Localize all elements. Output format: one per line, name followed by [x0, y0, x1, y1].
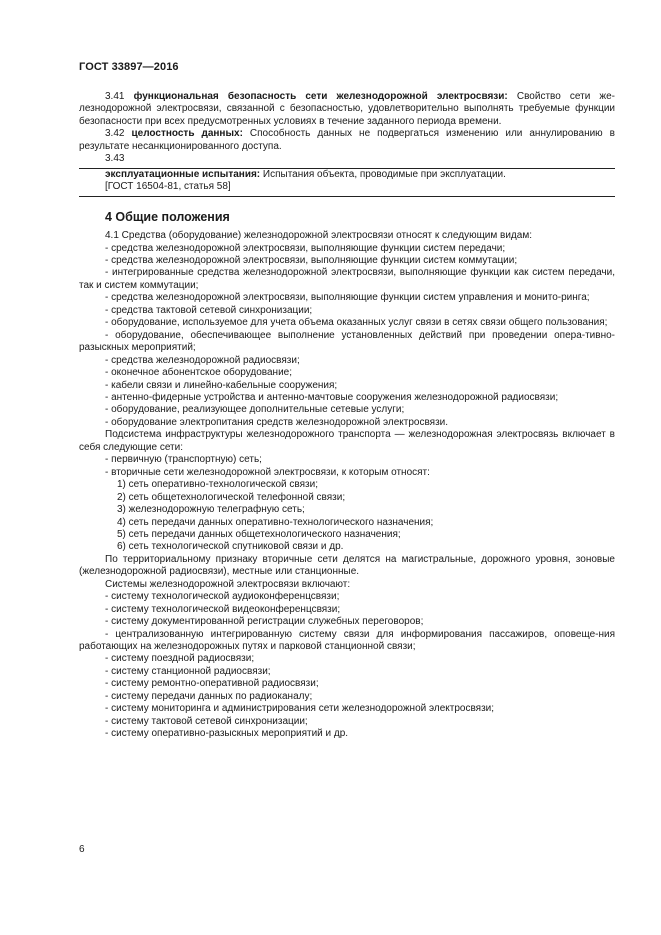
document-header: ГОСТ 33897—2016	[79, 61, 179, 73]
list-item: 1) сеть оперативно-технологической связи;	[117, 479, 318, 491]
term-name: функциональная безопасность сети железнодорожной электросвязи:	[133, 91, 508, 102]
term-definition: Свойство сети же-лезнодорожной электросвязи, связанной с безопасностью, удовлетворительно выполнять требуемые функции безопасности при всех предусмотренных условиях в течение заданного периода времени.	[79, 91, 615, 127]
list-item: - систему поездной радиосвязи;	[105, 653, 255, 665]
page-body	[79, 91, 615, 741]
list-item: - интегрированные средства железнодорожной электросвязи, выполняющие функции как систем передачи, так и систем коммутации;	[79, 267, 615, 291]
list-item: - систему документированной регистрации служебных переговоров;	[105, 616, 424, 628]
term-number: 3.42	[105, 128, 125, 140]
page-number: 6	[79, 844, 85, 855]
section-intro: 4.1 Средства (оборудование) железнодорожной электросвязи относят к следующим видам:	[105, 230, 532, 242]
list-item: - оборудование, используемое для учета объема оказанных услуг связи в сетях связи общего пользования;	[105, 317, 608, 329]
equipment-list	[79, 243, 615, 430]
list-item: - средства тактовой сетевой синхронизации;	[105, 304, 313, 316]
list-item: - централизованную интегрированную систему связи для информирования пассажиров, оповеще-ния работающих на железнодорожных путях и парковой станционной связи;	[79, 628, 615, 653]
list-item: - оконечное абонентское оборудование;	[105, 367, 292, 379]
list-item: - систему ремонтно-оперативной радиосвязи;	[105, 678, 319, 690]
network-list	[79, 454, 615, 479]
list-item: - систему станционной радиосвязи;	[105, 665, 271, 677]
term-3-43-number: 3.43	[105, 153, 125, 165]
term-3-43-line	[105, 169, 615, 181]
territorial-paragraph: По территориальному признаку вторичные сети делятся на магистральные, дорожного уровня, зоновые (железнодорожной радиосвязи), местные или станционные.	[79, 553, 615, 578]
list-item: - оборудование электропитания средств железнодорожной электросвязи.	[105, 416, 449, 428]
term-name: целостность данных:	[131, 128, 243, 140]
list-item: - кабели связи и линейно-кабельные сооружения;	[105, 379, 338, 391]
list-item: - антенно-фидерные устройства и антенно-мачтовые сооружения железнодорожной радиосвязи;	[105, 391, 559, 403]
systems-paragraph: Системы железнодорожной электросвязи включают:	[105, 578, 351, 590]
list-item: - оборудование, реализующее дополнительные сетевые услуги;	[105, 404, 405, 416]
list-item: - систему технологической видеоконференцсвязи;	[105, 603, 341, 615]
term-reference: [ГОСТ 16504-81, статья 58]	[105, 181, 231, 193]
list-item: - систему технологической аудиоконференцсвязи;	[105, 591, 340, 603]
term-definition: Способность данных не подвергаться изменению или аннулированию в результате несанкционированного доступа.	[79, 128, 615, 152]
list-item: 5) сеть передачи данных общетехнологического назначения;	[117, 528, 401, 540]
list-item: - первичную (транспортную) сеть;	[105, 454, 262, 466]
section-title: 4 Общие положения	[105, 209, 230, 224]
term-definition: Испытания объекта, проводимые при эксплуатации.	[262, 168, 506, 180]
list-item: 4) сеть передачи данных оперативно-технологического назначения;	[117, 516, 434, 528]
term-name: эксплуатационные испытания:	[105, 168, 261, 180]
list-item: - средства железнодорожной радиосвязи;	[105, 354, 300, 366]
list-item: - средства железнодорожной электросвязи, выполняющие функции систем управления и монито-ринга;	[105, 292, 590, 304]
list-item: 3) железнодорожную телеграфную сеть;	[117, 504, 305, 516]
systems-list	[79, 591, 615, 740]
subsystem-paragraph: Подсистема инфраструктуры железнодорожного транспорта — железнодорожная электросвязь включает в себя следующие сети:	[79, 429, 615, 453]
list-item: - средства железнодорожной электросвязи, выполняющие функции систем коммутации;	[105, 254, 518, 266]
term-3-41	[79, 91, 615, 128]
list-item: - систему передачи данных по радиоканалу;	[105, 690, 313, 702]
term-3-42	[79, 128, 615, 153]
list-item: - вторичные сети железнодорожной электросвязи, к которым относят:	[105, 466, 430, 478]
list-item: - оборудование, обеспечивающее выполнение установленных действий при проведении опера-тивно-разыскных мероприятий;	[79, 329, 615, 354]
list-item: - систему тактовой сетевой синхронизации;	[105, 715, 308, 727]
list-item: - систему оперативно-разыскных мероприятий и др.	[105, 728, 349, 740]
list-item: - систему мониторинга и администрирования сети железнодорожной электросвязи;	[105, 703, 495, 715]
list-item: - средства железнодорожной электросвязи, выполняющие функции систем передачи;	[105, 242, 506, 254]
term-number: 3.41	[105, 91, 125, 102]
secondary-network-list	[79, 479, 615, 554]
list-item: 6) сеть технологической спутниковой связи и др.	[117, 541, 344, 553]
term-3-43-box	[79, 168, 615, 197]
list-item: 2) сеть общетехнологической телефонной связи;	[117, 491, 346, 503]
